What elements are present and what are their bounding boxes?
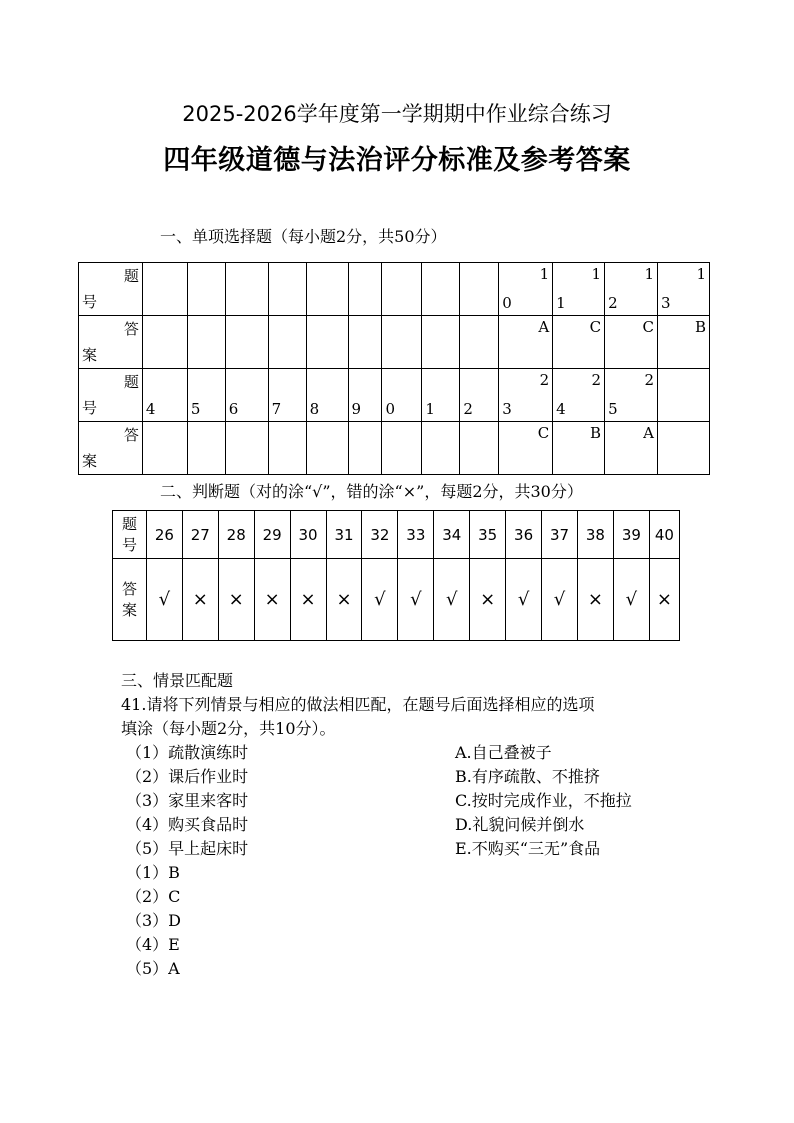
- choice-cell: [268, 422, 306, 475]
- section2-heading: 二、判断题（对的涂“√”，错的涂“×”，每题2分，共30分）: [160, 482, 583, 501]
- choice-cell: [268, 263, 306, 316]
- choice-cell-bottom: 0: [385, 400, 396, 418]
- scenario-item: （5）早上起床时: [126, 839, 249, 858]
- choice-cell: [306, 422, 348, 475]
- choice-row-label: [79, 316, 143, 369]
- choice-cell-top: 1: [644, 265, 654, 283]
- choice-row-label-top: 题: [123, 373, 139, 391]
- choice-cell: [605, 369, 658, 422]
- judgement-number: 32: [362, 511, 398, 559]
- choice-cell: [499, 369, 553, 422]
- judgement-number: 39: [613, 511, 649, 559]
- choice-table-row: [79, 316, 710, 369]
- judgement-number: 34: [434, 511, 470, 559]
- matching-answer-item: （3）D: [126, 911, 182, 930]
- judgement-answer: ×: [649, 559, 679, 641]
- scenario-item: （4）购买食品时: [126, 815, 249, 834]
- choice-row-label-bottom: 案: [82, 452, 98, 470]
- choice-answer: B: [694, 318, 706, 336]
- choice-cell: [657, 422, 709, 475]
- judgement-number-label-top: 题: [121, 514, 137, 533]
- choice-row-label-bottom: 号: [82, 399, 98, 417]
- option-item: B.有序疏散、不推挤: [455, 767, 600, 786]
- choice-cell: [348, 316, 382, 369]
- choice-cell: [422, 263, 460, 316]
- scenario-item: （3）家里来客时: [126, 791, 249, 810]
- choice-cell: [348, 263, 382, 316]
- choice-cell: [422, 316, 460, 369]
- judgement-answer-label: [113, 559, 147, 641]
- choice-row-label-top: 答: [123, 320, 139, 338]
- matching-answer-list: [126, 861, 181, 981]
- option-item: C.按时完成作业，不拖拉: [455, 791, 632, 810]
- choice-cell: [499, 263, 553, 316]
- choice-row-label-bottom: 案: [82, 346, 98, 364]
- choice-cell-bottom: 4: [145, 400, 156, 418]
- choice-answer: B: [590, 424, 602, 442]
- judgement-number-label: [113, 511, 147, 559]
- judgement-number: 37: [542, 511, 578, 559]
- judgement-answer: ×: [290, 559, 326, 641]
- choice-cell: [187, 316, 225, 369]
- choice-cell: [348, 422, 382, 475]
- matching-answer-item: （4）E: [126, 935, 180, 954]
- choice-cell: [553, 263, 605, 316]
- choice-cell: [225, 369, 268, 422]
- judgement-number: 30: [290, 511, 326, 559]
- judgement-number-label-bottom: 号: [121, 535, 137, 554]
- judgement-answer: ×: [254, 559, 290, 641]
- choice-cell-bottom: 4: [556, 400, 566, 418]
- title-line2: 四年级道德与法治评分标准及参考答案: [163, 145, 631, 176]
- choice-cell-top: 2: [644, 371, 654, 389]
- title-line1: 2025-2026学年度第一学期期中作业综合练习: [182, 102, 612, 126]
- judgement-answer-table: [112, 510, 680, 641]
- judgement-answer-label-top: 答: [121, 579, 137, 598]
- judgement-answer: ×: [218, 559, 254, 641]
- choice-cell-top: 1: [591, 265, 602, 283]
- judgement-number: 29: [254, 511, 290, 559]
- judgement-answer: ×: [470, 559, 506, 641]
- choice-cell: [187, 422, 225, 475]
- choice-cell: [499, 316, 553, 369]
- judgement-number: 31: [326, 511, 362, 559]
- choice-cell: [605, 316, 658, 369]
- choice-cell: [306, 263, 348, 316]
- choice-cell-bottom: 9: [351, 400, 362, 418]
- matching-answer-item: （1）B: [126, 863, 180, 882]
- choice-cell: [499, 422, 553, 475]
- choice-cell-bottom: 2: [463, 400, 473, 418]
- option-item: A.自己叠被子: [455, 743, 552, 762]
- choice-cell-top: 2: [591, 371, 602, 389]
- choice-cell: [306, 369, 348, 422]
- judgement-number: 38: [577, 511, 613, 559]
- choice-table-row: [79, 369, 710, 422]
- judgement-answer: ×: [182, 559, 218, 641]
- judgement-answer: ×: [326, 559, 362, 641]
- judgement-answer: √: [146, 559, 182, 641]
- option-list: [455, 741, 632, 861]
- judgement-number: 36: [506, 511, 542, 559]
- choice-cell-bottom: 8: [309, 400, 320, 418]
- choice-cell: [225, 263, 268, 316]
- choice-cell-bottom: 5: [608, 400, 618, 418]
- choice-cell: [268, 369, 306, 422]
- choice-cell: [382, 369, 422, 422]
- choice-cell-bottom: 2: [608, 294, 618, 312]
- choice-cell: [553, 422, 605, 475]
- choice-cell: [460, 369, 499, 422]
- choice-cell: [142, 316, 187, 369]
- choice-cell: [553, 316, 605, 369]
- judgement-answer: ×: [577, 559, 613, 641]
- judgement-answer: √: [506, 559, 542, 641]
- choice-cell: [268, 316, 306, 369]
- choice-cell: [422, 422, 460, 475]
- section3-prompt-line1: 41.请将下列情景与相应的做法相匹配，在题号后面选择相应的选项: [121, 695, 595, 714]
- choice-cell-bottom: 6: [228, 400, 239, 418]
- choice-cell: [382, 263, 422, 316]
- choice-cell: [142, 369, 187, 422]
- choice-cell-top: 1: [696, 265, 706, 283]
- choice-row-label-top: 答: [123, 426, 139, 444]
- judgement-number: 28: [218, 511, 254, 559]
- choice-cell: [142, 422, 187, 475]
- choice-table-row: [79, 263, 710, 316]
- choice-cell: [225, 422, 268, 475]
- choice-cell: [348, 369, 382, 422]
- choice-cell: [142, 263, 187, 316]
- choice-cell: [657, 369, 709, 422]
- option-item: D.礼貌问候并倒水: [455, 815, 585, 834]
- section3-heading: 三、情景匹配题: [121, 671, 234, 690]
- choice-answer: C: [537, 424, 550, 442]
- choice-cell: [225, 316, 268, 369]
- judgement-number: 35: [470, 511, 506, 559]
- judgement-answer: √: [542, 559, 578, 641]
- judgement-number: 33: [398, 511, 434, 559]
- scenario-list: [126, 741, 248, 861]
- choice-cell: [187, 369, 225, 422]
- scenario-item: （2）课后作业时: [126, 767, 249, 786]
- judgement-answer: √: [362, 559, 398, 641]
- choice-answer: C: [589, 318, 602, 336]
- choice-row-label: [79, 422, 143, 475]
- judgement-answer: √: [434, 559, 470, 641]
- judgement-answer: √: [613, 559, 649, 641]
- choice-cell: [657, 316, 709, 369]
- judgement-number: 26: [146, 511, 182, 559]
- choice-cell: [460, 316, 499, 369]
- choice-cell-bottom: 0: [502, 294, 512, 312]
- scenario-item: （1）疏散演练时: [126, 743, 249, 762]
- choice-cell: [605, 263, 658, 316]
- choice-cell-bottom: 3: [502, 400, 512, 418]
- judgement-answer: √: [398, 559, 434, 641]
- choice-answer-table: [78, 262, 710, 475]
- choice-cell: [657, 263, 709, 316]
- choice-answer: C: [642, 318, 654, 336]
- matching-answer-item: （5）A: [126, 959, 180, 978]
- choice-cell: [605, 422, 658, 475]
- choice-cell-top: 1: [539, 265, 550, 283]
- choice-table-row: [79, 422, 710, 475]
- judgement-answer-label-bottom: 案: [121, 600, 137, 619]
- section1-heading: 一、单项选择题（每小题2分，共50分）: [160, 227, 447, 246]
- choice-cell: [187, 263, 225, 316]
- choice-answer: A: [643, 424, 654, 442]
- judgement-number: 40: [649, 511, 679, 559]
- choice-cell-bottom: 5: [190, 400, 201, 418]
- choice-cell: [382, 422, 422, 475]
- choice-cell: [306, 316, 348, 369]
- choice-cell: [553, 369, 605, 422]
- option-item: E.不购买“三无”食品: [455, 839, 601, 858]
- choice-row-label: [79, 263, 143, 316]
- choice-cell: [382, 316, 422, 369]
- choice-cell-bottom: 1: [556, 294, 566, 312]
- choice-cell: [460, 422, 499, 475]
- choice-cell-bottom: 1: [425, 400, 435, 418]
- choice-row-label-bottom: 号: [82, 293, 98, 311]
- section3-prompt-line2: 填涂（每小题2分，共10分）。: [121, 719, 336, 738]
- matching-answer-item: （2）C: [126, 887, 181, 906]
- choice-cell-top: 2: [539, 371, 550, 389]
- choice-cell-bottom: 3: [660, 294, 671, 312]
- choice-row-label: [79, 369, 143, 422]
- choice-cell-bottom: 7: [271, 400, 282, 418]
- choice-row-label-top: 题: [123, 267, 139, 285]
- choice-answer: A: [538, 318, 550, 336]
- choice-cell: [460, 263, 499, 316]
- choice-cell: [422, 369, 460, 422]
- judgement-number: 27: [182, 511, 218, 559]
